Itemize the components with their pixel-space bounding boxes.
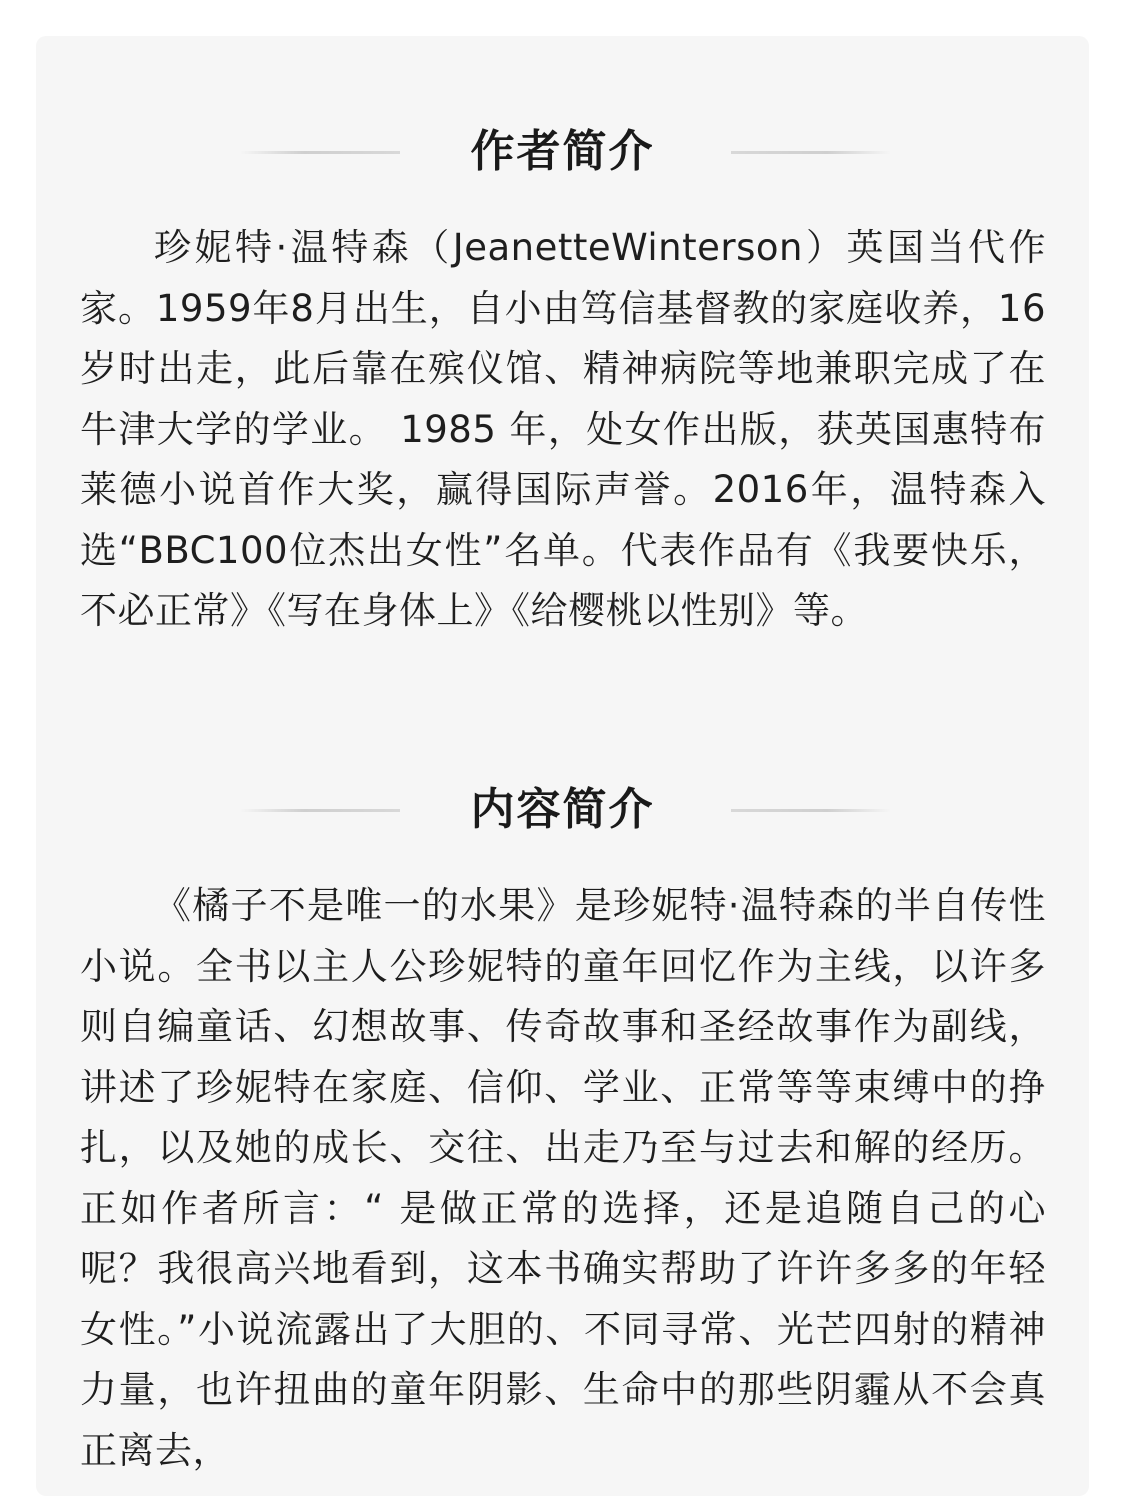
heading-divider-right [731,151,891,154]
author-intro-heading [36,122,1089,182]
book-info-card [36,36,1089,1496]
heading-divider-right [731,809,891,812]
content-intro-heading [36,780,1089,840]
section-title: 作者简介 [470,126,655,177]
content-intro-text: 《橘子不是唯一的水果》是珍妮特·温特森的半自传性小说。全书以主人公珍妮特的童年回忆作为主线，以许多则自编童话、幻想故事、传奇故事和圣经故事作为副线，讲述了珍妮特在家庭、信仰、学业、正常等等束缚中的挣扎，以及她的成长、交往、出走乃至与过去和解的经历。正如作者所言：“ 是做正常的选择，还是追随自己的心呢？我很高兴地看到，这本书确实帮助了许许多多的年轻女性。”小说流露出了大胆的、不同寻常、光芒四射的精神力量，也许扭曲的童年阴影、生命中的那些阴霾从不会真正离去， [80,884,1046,1472]
author-intro-text: 珍妮特·温特森（JeanetteWinterson）英国当代作家。1959年8月出生，自小由笃信基督教的家庭收养，16岁时出走，此后靠在殡仪馆、精神病院等地兼职完成了在牛津大学的学业。 1985 年，处女作出版，获英国惠特布莱德小说首作大奖，赢得国际声誉。2016年，温特森入选“BBC100位杰出女性”名单。代表作品有《我要快乐，不必正常》《写在身体上》《给樱桃以性别》等。 [80,226,1046,632]
section-title: 内容简介 [470,784,655,835]
